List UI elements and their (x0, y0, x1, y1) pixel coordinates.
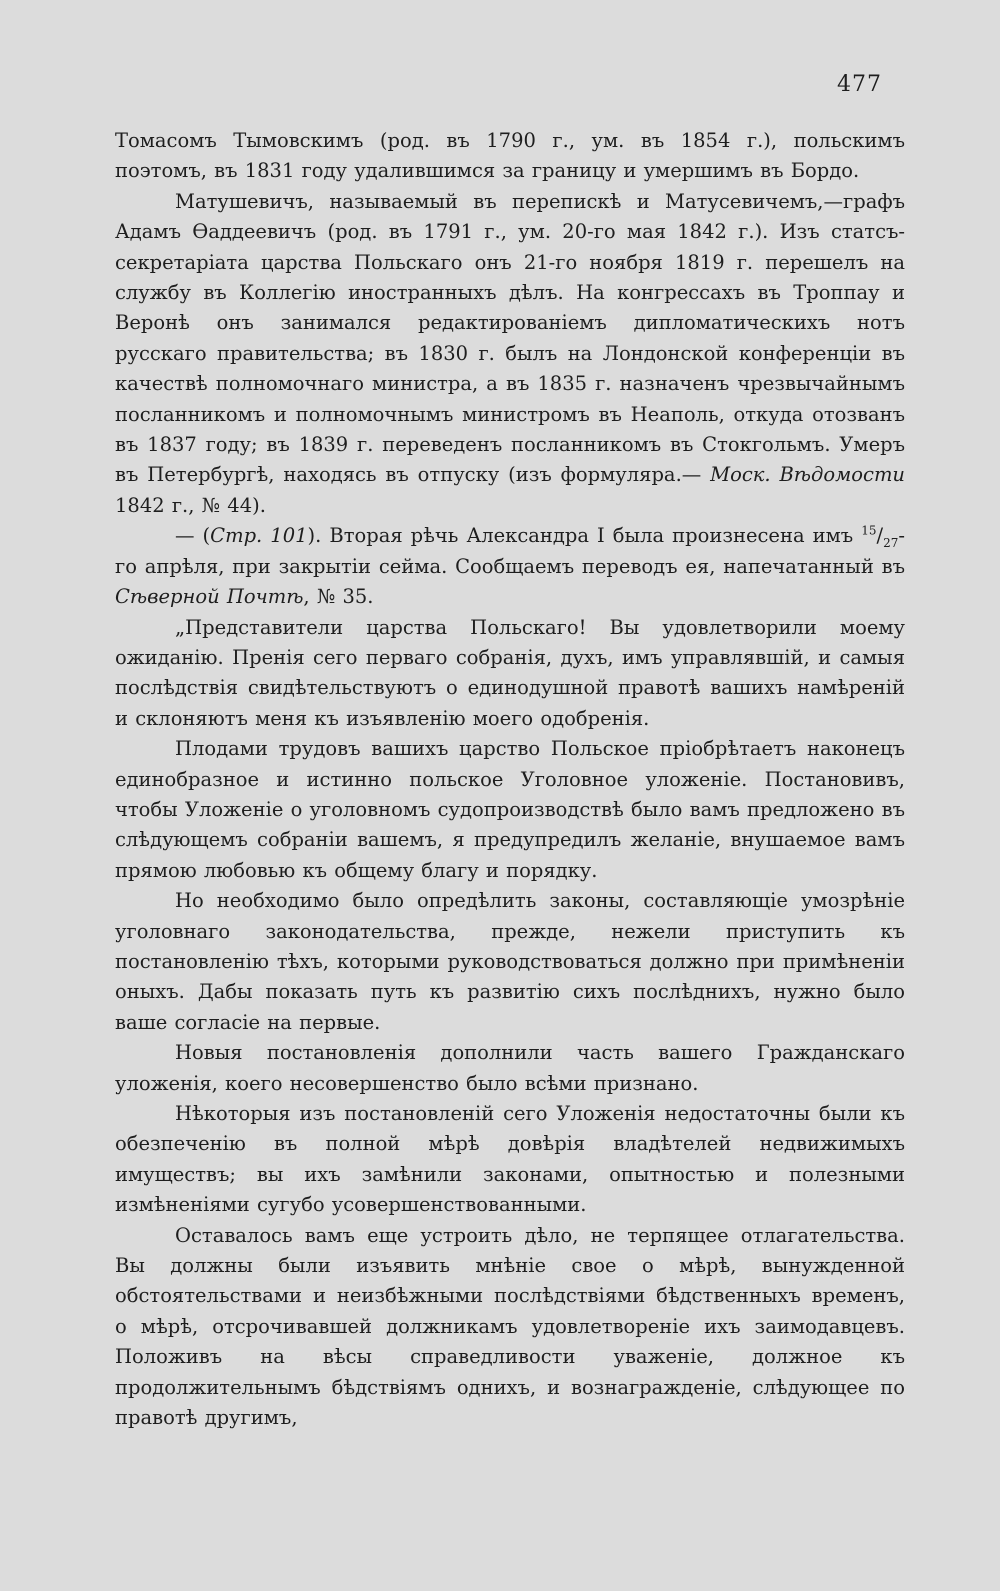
paragraph-8: Нѣкоторыя изъ постановленій сего Уложенія недостаточны были къ обезпеченію въ полной мѣрѣ довѣрія владѣтелей недвижимыхъ имуществъ; вы ихъ замѣнили законами, опытностью и полезными измѣненіями сугубо усовершенствованными. (115, 1102, 905, 1217)
paragraph-5: Плодами трудовъ вашихъ царство Польское пріобрѣтаетъ наконецъ единобразное и истинно польское Уголовное уложеніе. Постановивъ, чтобы Уложеніе о уголовномъ судопроизводствѣ было вамъ предложено въ слѣдующемъ собраніи вашемъ, я предупредилъ желаніе, внушаемое вамъ прямою любовью къ общему благу и порядку. (115, 737, 905, 882)
source-details: 1842 г., № 44). (115, 493, 266, 517)
paragraph-2 (115, 187, 905, 521)
date-old-style: 15 (861, 523, 877, 538)
newspaper-title: Сѣверной Почтѣ (115, 585, 304, 609)
paragraph-1: Томасомъ Тымовскимъ (род. въ 1790 г., ум. въ 1854 г.), польскимъ поэтомъ, въ 1831 году удалившимся за границу и умершимъ въ Бордо. (115, 129, 905, 183)
paragraph-3: — (Стр. 101). Вторая рѣчь Александра I была произнесена имъ $^{15}/_{27}-го$ апрѣля, при закрытіи сейма. Сообщаемъ переводъ ея, напечатанный въ Сѣверной Почтѣ, № 35. (115, 523, 905, 609)
paragraph-2-text: Матушевичъ, называемый въ перепискѣ и Матусевичемъ,—графъ Адамъ Ѳаддеевичъ (род. въ 1791 г., ум. 20-го мая 1842 г.). Изъ статсъ-секретаріата царства Польскаго онъ 21-го ноября 1819 г. перешелъ на службу въ Коллегію иностранныхъ дѣлъ. На конгрессахъ въ Троппау и Веронѣ онъ занимался редактированіемъ дипломатическихъ нотъ русскаго правительства; въ 1830 г. былъ на Лондонской конференціи въ качествѣ полномочнаго министра, а въ 1835 г. назначенъ чрезвычайнымъ посланникомъ и полномочнымъ министромъ въ Неаполь, откуда отозванъ въ 1837 году; въ 1839 г. переведенъ посланникомъ въ Стокгольмъ. Умеръ въ Петербургѣ, находясь въ отпуску (изъ формуляра.— (115, 189, 905, 487)
page-number: 477 (837, 72, 882, 97)
speech-context: -го апрѣля, при закрытіи сейма. Сообщаемъ переводъ ея, напечатанный въ (115, 524, 905, 578)
paragraph-4: „Представители царства Польскаго! Вы удовлетворили моему ожиданію. Пренія сего перваго собранія, духъ, имъ управлявшій, и самыя послѣдствія свидѣтельствуютъ о единодушной правотѣ вашихъ намѣреній и склоняютъ меня къ изъявленію моего одобренія. (115, 615, 905, 730)
newspaper-issue: , № 35. (303, 585, 374, 609)
paragraph-7: Новыя постановленія дополнили часть вашего Гражданскаго уложенія, коего несовершенство было всѣми признано. (115, 1041, 905, 1095)
paragraph-9: Оставалось вамъ еще устроить дѣло, не терпящее отлагательства. Вы должны были изъявить мнѣніе свое о мѣрѣ, вынужденной обстоятельствами и неизбѣжными послѣдствіями бѣдственныхъ временъ, о мѣрѣ, отсрочивавшей должникамъ удовлетвореніе ихъ заимодавцевъ. Положивъ на вѣсы справедливости уваженіе, должное къ продолжительнымъ бѣдствіямъ однихъ, и вознагражденіе, слѣдующее по правотѣ другимъ, (115, 1223, 905, 1430)
body-text (115, 126, 905, 1433)
page-reference: Стр. 101 (210, 524, 308, 548)
date-new-style: 27 (883, 536, 899, 551)
dash-lead: — ( (175, 524, 211, 548)
paragraph-6: Но необходимо было опредѣлить законы, составляющіе умозрѣніе уголовнаго законодательства, прежде, нежели приступить къ постановленію тѣхъ, которыми руководствоваться должно при примѣненіи оныхъ. Дабы показать путь къ развитію сихъ послѣднихъ, нужно было ваше согласіе на первые. (115, 889, 905, 1034)
source-title: Моск. Вѣдомости (710, 463, 905, 487)
speech-intro: ). Вторая рѣчь Александра I была произнесена имъ (307, 524, 862, 548)
